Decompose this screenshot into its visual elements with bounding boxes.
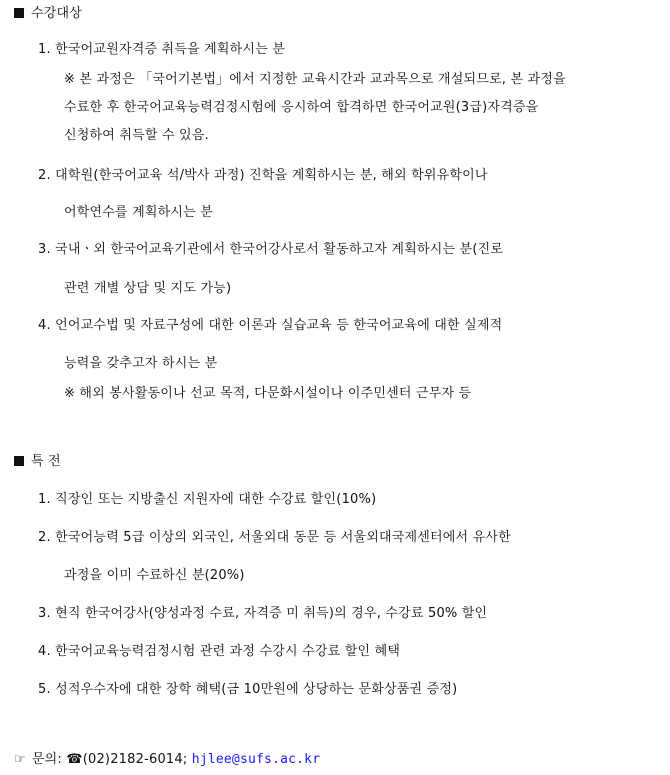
list-item: 1. 직장인 또는 지방출신 지원자에 대한 수강료 할인(10%)	[38, 492, 377, 507]
contact-email-link[interactable]: hjlee@sufs.ac.kr	[191, 752, 321, 767]
list-item: 1. 한국어교원자격증 취득을 계획하시는 분	[38, 42, 286, 57]
continuation-line: 능력을 갖추고자 하시는 분	[64, 356, 218, 371]
continuation-line: 신청하여 취득할 수 있음.	[64, 128, 209, 143]
continuation-line: 과정을 이미 수료하신 분(20%)	[64, 568, 245, 583]
note-line: ※ 해외 봉사활동이나 선교 목적, 다문화시설이나 이주민센터 근무자 등	[64, 386, 472, 401]
list-item: 3. 현직 한국어강사(양성과정 수료, 자격증 미 취득)의 경우, 수강료 50% 할인	[38, 606, 488, 621]
section-title: 수강대상	[31, 6, 83, 21]
continuation-line: 관련 개별 상담 및 지도 가능)	[64, 281, 232, 296]
list-item: 2. 한국어능력 5급 이상의 외국인, 서울외대 동문 등 서울외대국제센터에서 유사한	[38, 530, 511, 545]
section-heading-target	[14, 4, 82, 24]
contact-label: 문의:	[31, 752, 62, 767]
phone-icon: ☎	[66, 752, 83, 767]
list-item: 3. 국내ㆍ외 한국어교육기관에서 한국어강사로서 활동하고자 계획하시는 분(진로	[38, 242, 504, 257]
section-title: 특 전	[31, 454, 61, 469]
list-item: 4. 한국어교육능력검정시험 관련 과정 수강시 수강료 할인 혜택	[38, 644, 401, 659]
list-item: 2. 대학원(한국어교육 석/박사 과정) 진학을 계획하시는 분, 해외 학위유학이나	[38, 168, 488, 183]
continuation-line: 어학연수를 계획하시는 분	[64, 205, 214, 220]
contact-phone: (02)2182-6014;	[82, 752, 188, 767]
contact-line	[14, 750, 320, 770]
square-bullet-icon	[14, 456, 24, 466]
continuation-line: 수료한 후 한국어교육능력검정시험에 응시하여 합격하면 한국어교원(3급)자격증을	[64, 100, 539, 115]
square-bullet-icon	[14, 8, 24, 18]
section-heading-benefits	[14, 452, 61, 472]
note-line: ※ 본 과정은 「국어기본법」에서 지정한 교육시간과 교과목으로 개설되므로, 본 과정을	[64, 72, 566, 87]
pointing-hand-icon: ☞	[14, 752, 26, 767]
list-item: 4. 언어교수법 및 자료구성에 대한 이론과 실습교육 등 한국어교육에 대한 실제적	[38, 318, 503, 333]
list-item: 5. 성적우수자에 대한 장학 혜택(금 10만원에 상당하는 문화상품권 증정)	[38, 682, 458, 697]
